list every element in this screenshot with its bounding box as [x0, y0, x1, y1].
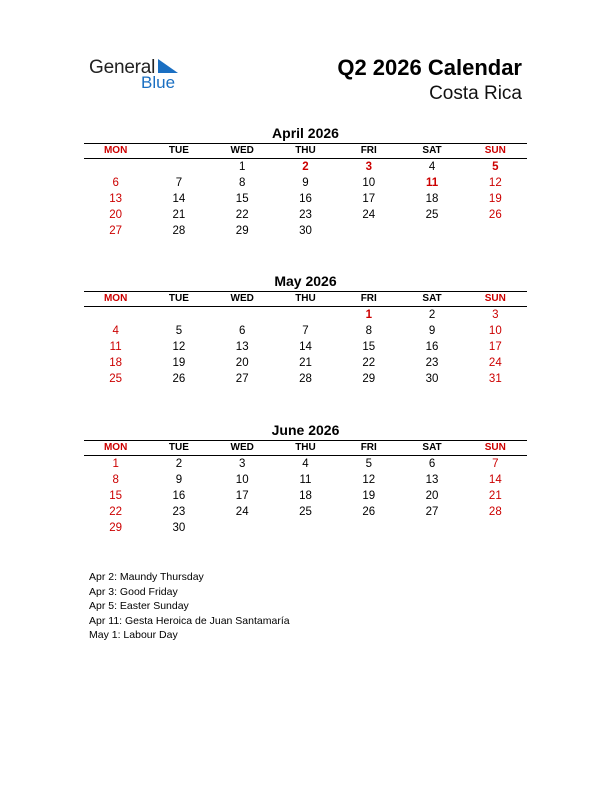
day-cell: 8 — [365, 325, 372, 337]
day-cell: 27 — [109, 225, 123, 237]
day-cell: 9 — [302, 177, 309, 189]
day-cell: 13 — [425, 474, 439, 486]
day-cell: 1 — [365, 309, 372, 321]
week-row — [84, 307, 527, 323]
week-row — [84, 323, 527, 339]
month-grid — [84, 159, 527, 239]
day-cell — [211, 307, 274, 323]
day-cell: 6 — [239, 325, 246, 337]
week-row — [84, 504, 527, 520]
logo-triangle-icon — [158, 59, 178, 73]
day-cell — [147, 159, 210, 175]
day-cell: 11 — [299, 474, 312, 486]
day-cell — [400, 520, 463, 536]
day-cell: 21 — [488, 490, 502, 502]
day-cell: 22 — [362, 357, 376, 369]
weekday-sat: SAT — [422, 145, 442, 156]
day-cell: 7 — [302, 325, 309, 337]
day-cell: 12 — [362, 474, 376, 486]
day-cell: 25 — [109, 373, 123, 385]
day-cell: 12 — [172, 341, 186, 353]
day-cell: 17 — [362, 193, 376, 205]
day-cell: 5 — [175, 325, 183, 337]
day-cell: 16 — [425, 341, 439, 353]
day-cell: 11 — [109, 341, 122, 353]
weekday-sun: SUN — [484, 442, 506, 453]
day-cell: 31 — [488, 373, 502, 385]
weekday-wed: WED — [230, 293, 254, 304]
day-cell: 8 — [112, 474, 119, 486]
week-row — [84, 371, 527, 387]
weekday-sat: SAT — [422, 293, 442, 304]
day-cell: 24 — [362, 209, 376, 221]
day-cell: 29 — [235, 225, 249, 237]
month-grid — [84, 307, 527, 387]
logo-text-blue: Blue — [141, 73, 176, 92]
day-cell: 6 — [112, 177, 119, 189]
month-title: April 2026 — [272, 125, 339, 141]
weekday-fri: FRI — [360, 293, 377, 304]
logo-text-general: General — [89, 57, 156, 78]
day-cell: 10 — [235, 474, 249, 486]
holiday-item: Apr 11: Gesta Heroica de Juan Santamaría — [89, 614, 290, 627]
day-cell: 25 — [299, 506, 312, 518]
week-row — [84, 355, 527, 371]
day-cell: 21 — [172, 209, 186, 221]
day-cell: 8 — [239, 177, 246, 189]
weekday-header — [84, 440, 527, 456]
day-cell: 26 — [362, 506, 376, 518]
month-title: June 2026 — [271, 422, 340, 438]
day-cell: 23 — [425, 357, 439, 369]
month-april — [84, 124, 527, 239]
day-cell: 6 — [428, 458, 436, 470]
weekday-header — [84, 143, 527, 159]
holiday-item: May 1: Labour Day — [89, 629, 178, 642]
weekday-tue: TUE — [168, 145, 189, 156]
day-cell: 3 — [239, 458, 246, 470]
country-name: Costa Rica — [429, 83, 522, 104]
day-cell: 23 — [172, 506, 186, 518]
day-cell: 1 — [112, 458, 119, 470]
month-may — [84, 272, 527, 387]
day-cell — [147, 307, 210, 323]
day-cell: 10 — [488, 325, 502, 337]
generalblue-logo — [89, 56, 189, 96]
day-cell — [211, 520, 274, 536]
weekday-fri: FRI — [360, 442, 377, 453]
day-cell — [274, 307, 337, 323]
day-cell — [84, 159, 147, 175]
day-cell: 15 — [109, 490, 123, 502]
week-row — [84, 339, 527, 355]
weekday-mon: MON — [103, 145, 128, 156]
day-cell: 27 — [235, 373, 249, 385]
day-cell — [274, 520, 337, 536]
day-cell: 9 — [428, 325, 436, 337]
day-cell: 24 — [488, 357, 502, 369]
day-cell: 3 — [365, 161, 372, 173]
day-cell: 21 — [299, 357, 312, 369]
day-cell — [337, 520, 400, 536]
day-cell: 20 — [425, 490, 439, 502]
holiday-list — [89, 570, 290, 643]
day-cell: 24 — [235, 506, 249, 518]
day-cell: 14 — [299, 341, 312, 353]
holiday-item: Apr 2: Maundy Thursday — [89, 571, 204, 583]
day-cell: 3 — [492, 309, 499, 321]
day-cell: 20 — [109, 209, 123, 221]
day-cell: 30 — [425, 373, 439, 385]
day-cell: 20 — [235, 357, 249, 369]
day-cell: 1 — [239, 161, 246, 173]
day-cell: 29 — [362, 373, 376, 385]
weekday-tue: TUE — [168, 293, 189, 304]
day-cell: 28 — [172, 225, 186, 237]
day-cell: 2 — [302, 161, 309, 173]
day-cell: 17 — [235, 490, 249, 502]
day-cell: 25 — [425, 209, 439, 221]
week-row — [84, 207, 527, 223]
month-june — [84, 421, 527, 536]
day-cell: 19 — [362, 490, 376, 502]
day-cell: 23 — [299, 209, 312, 221]
day-cell: 28 — [299, 373, 312, 385]
day-cell: 26 — [488, 209, 502, 221]
day-cell: 15 — [235, 193, 249, 205]
day-cell: 9 — [175, 474, 183, 486]
weekday-thu: THU — [295, 145, 316, 156]
day-cell: 22 — [235, 209, 249, 221]
holiday-item: Apr 5: Easter Sunday — [89, 600, 189, 613]
day-cell: 12 — [488, 177, 502, 189]
weekday-thu: THU — [295, 293, 316, 304]
day-cell: 4 — [428, 161, 436, 173]
day-cell: 30 — [299, 225, 312, 237]
day-cell: 18 — [299, 490, 312, 502]
week-row — [84, 175, 527, 191]
day-cell — [337, 223, 400, 239]
weekday-sun: SUN — [484, 293, 506, 304]
day-cell: 19 — [488, 193, 502, 205]
day-cell: 16 — [299, 193, 312, 205]
day-cell — [84, 307, 147, 323]
day-cell: 7 — [175, 177, 183, 189]
weekday-sun: SUN — [484, 145, 506, 156]
day-cell: 13 — [109, 193, 123, 205]
day-cell: 28 — [488, 506, 502, 518]
day-cell: 10 — [362, 177, 376, 189]
week-row — [84, 191, 527, 207]
day-cell: 27 — [425, 506, 439, 518]
page-title: Q2 2026 Calendar — [337, 55, 522, 80]
day-cell — [464, 520, 527, 536]
day-cell: 11 — [425, 177, 439, 189]
holiday-item: Apr 3: Good Friday — [89, 585, 178, 598]
weekday-thu: THU — [295, 442, 316, 453]
day-cell: 7 — [492, 458, 499, 470]
day-cell — [400, 223, 463, 239]
day-cell: 22 — [109, 506, 123, 518]
day-cell: 15 — [362, 341, 376, 353]
month-title: May 2026 — [274, 273, 337, 289]
day-cell: 2 — [175, 458, 183, 470]
day-cell: 29 — [109, 522, 123, 534]
day-cell: 26 — [172, 373, 186, 385]
week-row — [84, 456, 527, 472]
day-cell: 4 — [112, 325, 119, 337]
day-cell: 2 — [428, 309, 436, 321]
weekday-tue: TUE — [168, 442, 189, 453]
day-cell — [464, 223, 527, 239]
day-cell: 18 — [425, 193, 439, 205]
day-cell: 14 — [488, 474, 502, 486]
week-row — [84, 223, 527, 239]
day-cell: 16 — [172, 490, 186, 502]
weekday-sat: SAT — [422, 442, 442, 453]
month-grid — [84, 456, 527, 536]
week-row — [84, 159, 527, 175]
week-row — [84, 472, 527, 488]
weekday-mon: MON — [103, 293, 128, 304]
day-cell: 13 — [235, 341, 249, 353]
day-cell: 5 — [492, 161, 499, 173]
week-row — [84, 488, 527, 504]
weekday-fri: FRI — [360, 145, 377, 156]
day-cell: 19 — [172, 357, 186, 369]
day-cell: 30 — [172, 522, 186, 534]
weekday-mon: MON — [103, 442, 128, 453]
day-cell: 4 — [302, 458, 309, 470]
day-cell: 17 — [488, 341, 502, 353]
week-row — [84, 520, 527, 536]
weekday-wed: WED — [230, 145, 254, 156]
weekday-wed: WED — [230, 442, 254, 453]
day-cell: 18 — [109, 357, 123, 369]
day-cell: 5 — [365, 458, 372, 470]
weekday-header — [84, 291, 527, 307]
day-cell: 14 — [172, 193, 186, 205]
